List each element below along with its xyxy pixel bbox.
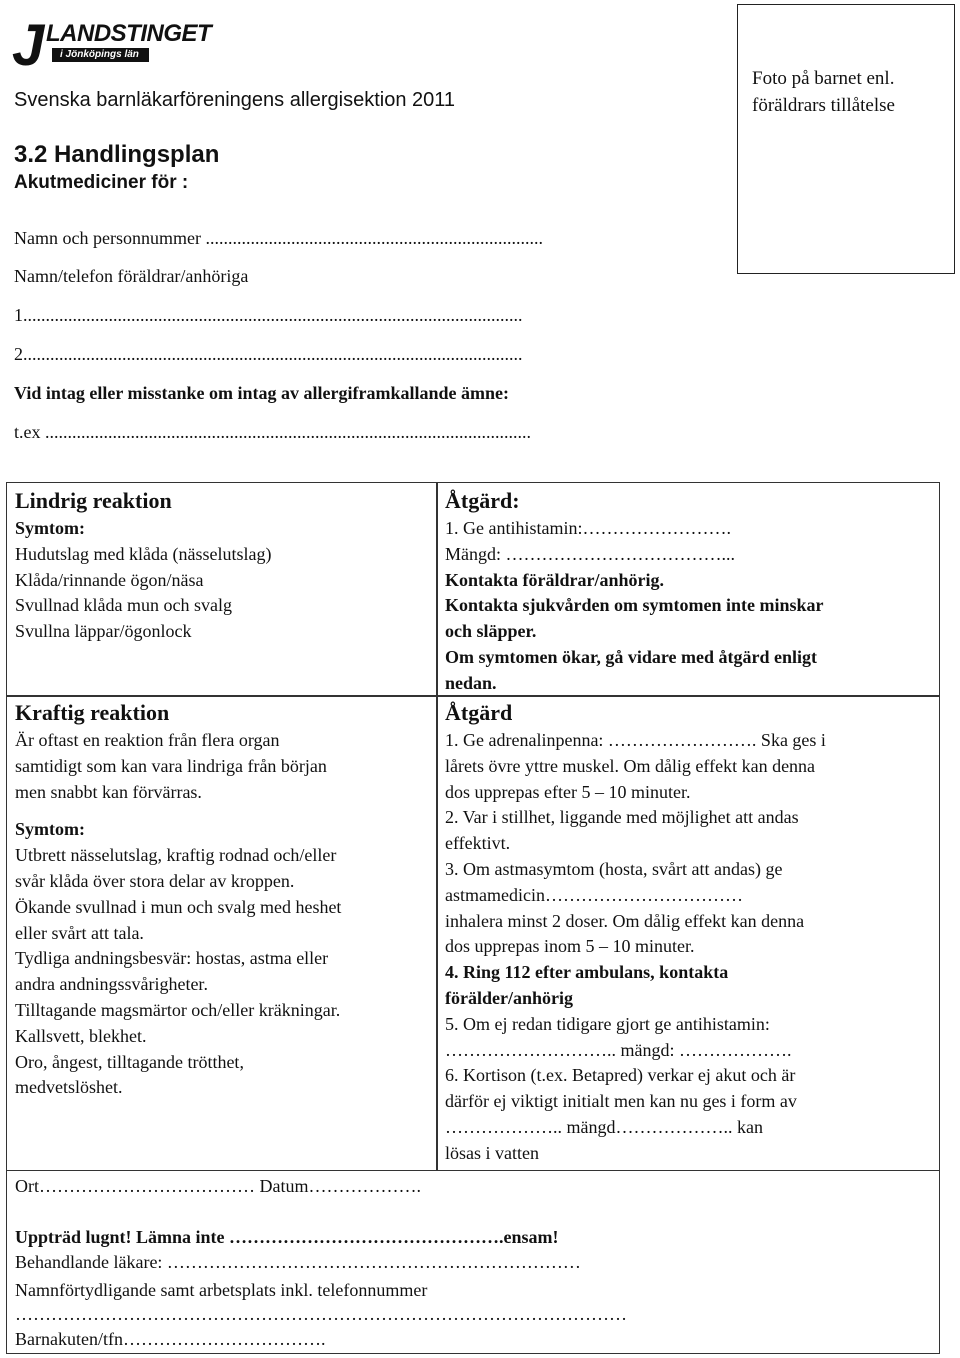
mild-action-heading: Åtgärd:: [445, 488, 520, 513]
mild-action-item: nedan.: [445, 672, 497, 693]
emergency-phone-field: Barnakuten/tfn…………………………….: [15, 1329, 326, 1349]
mild-action-cell: [445, 486, 824, 697]
mild-symptom-item: Svullna läppar/ögonlock: [15, 621, 192, 642]
severe-action-line: 2. Var i stillhet, liggande med möjlighet att andas: [445, 807, 799, 828]
name-clarification-label: Namnförtydligande samt arbetsplats inkl. telefonnummer: [15, 1280, 428, 1300]
logo-letter-mark: J: [12, 13, 45, 78]
mild-reaction-cell: [15, 486, 271, 645]
severe-action-line: 1. Ge adrenalinpenna: ……………………. Ska ges i: [445, 730, 826, 750]
severe-symptom-line: Oro, ångest, tilltagande trötthet,: [15, 1051, 244, 1072]
place-date-field: Ort……………………………… Datum……………….: [15, 1176, 421, 1196]
severe-symptom-line: eller svårt att tala.: [15, 922, 144, 943]
severe-action-line: 4. Ring 112 efter ambulans, kontakta: [445, 962, 729, 983]
severe-reaction-heading: Kraftig reaktion: [15, 700, 170, 725]
severe-symptom-line: Ökande svullnad i mun och svalg med heshet: [15, 896, 342, 917]
mild-reaction-heading: Lindrig reaktion: [15, 488, 172, 513]
severe-action-line: ……………….. mängd……………….. kan: [445, 1116, 763, 1137]
severe-action-line: 6. Kortison (t.ex. Betapred) verkar ej akut och är: [445, 1065, 796, 1086]
parent-2-field: 2...............................................................................................................: [14, 344, 523, 364]
severe-symptom-line: andra andningssvårigheter.: [15, 974, 208, 995]
severe-action-line: 3. Om astmasymtom (hosta, svårt att andas) ge: [445, 858, 783, 879]
severe-intro-line: samtidigt som kan vara lindriga från början: [15, 755, 327, 776]
mild-action-item: Mängd: ………………………………...: [445, 543, 735, 564]
page-subtitle: Akutmediciner för :: [14, 172, 189, 193]
mild-action-item: 1. Ge antihistamin:…………………….: [445, 518, 731, 538]
treating-doctor-field: Behandlande läkare: ……………………………………………………………: [15, 1252, 581, 1272]
severe-symptom-line: Kallsvett, blekhet.: [15, 1025, 147, 1046]
page-title: 3.2 Handlingsplan: [14, 141, 220, 168]
landstinget-logo: [12, 13, 212, 78]
mild-action-item: Om symtomen ökar, gå vidare med åtgärd enligt: [445, 646, 817, 667]
severe-symptom-line: Tilltagande magsmärtor och/eller kräkningar.: [15, 999, 341, 1020]
photo-box-label: Foto på barnet enl. föräldrars tillåtelse: [752, 68, 895, 116]
photo-box: [737, 4, 955, 274]
severe-action-cell: [445, 698, 826, 1167]
mild-action-item: och släpper.: [445, 621, 537, 642]
severe-symptom-line: svår klåda över stora delar av kroppen.: [15, 870, 295, 891]
severe-action-line: inhalera minst 2 doser. Om dålig effekt kan denna: [445, 910, 805, 931]
logo-subtitle: i Jönköpings län: [52, 48, 149, 62]
severe-action-line: astmamedicin……………………………: [445, 884, 743, 905]
severe-action-line: därför ej viktigt initialt men kan nu ges i form av: [445, 1091, 797, 1112]
severe-symptom-line: Tydliga andningsbesvär: hostas, astma eller: [15, 948, 329, 969]
severe-action-line: effektivt.: [445, 833, 511, 854]
table-column-divider: [436, 483, 438, 1170]
footer-box: [6, 1170, 940, 1354]
severe-reaction-cell: [15, 698, 341, 1101]
severe-action-line: ……………………….. mängd: ……………….: [445, 1039, 792, 1060]
organization-line: Svenska barnläkarföreningens allergisektion 2011: [14, 89, 456, 111]
parent-1-field: 1...............................................................................................................: [14, 305, 523, 325]
parents-label: Namn/telefon föräldrar/anhöriga: [14, 266, 249, 286]
mild-symptom-item: Svullnad klåda mun och svalg: [15, 595, 232, 616]
severe-symptoms-label: Symtom:: [15, 819, 85, 840]
mild-action-item: Kontakta föräldrar/anhörig.: [445, 569, 664, 590]
mild-symptoms-label: Symtom:: [15, 518, 85, 538]
stay-calm-instruction: Uppträd lugnt! Lämna inte ……………………………………….ensam!: [15, 1227, 559, 1247]
severe-action-heading: Åtgärd: [445, 700, 513, 725]
severe-action-line: dos upprepas efter 5 – 10 minuter.: [445, 781, 691, 802]
name-field: Namn och personnummer ...........................................................................: [14, 228, 543, 248]
severe-action-line: lösas i vatten: [445, 1142, 539, 1163]
mild-action-item: Kontakta sjukvården om symtomen inte minskar: [445, 595, 824, 616]
severe-action-line: dos upprepas inom 5 – 10 minuter.: [445, 936, 695, 957]
severe-action-line: förälder/anhörig: [445, 987, 573, 1008]
severe-symptom-line: medvetslöshet.: [15, 1077, 123, 1098]
example-field: t.ex ............................................................................................................: [14, 422, 531, 442]
trigger-heading: Vid intag eller misstanke om intag av allergiframkallande ämne:: [14, 383, 509, 403]
action-table: [6, 482, 940, 1171]
severe-intro-line: men snabbt kan förvärras.: [15, 781, 202, 802]
severe-action-line: 5. Om ej redan tidigare gjort ge antihistamin:: [445, 1013, 770, 1034]
mild-symptom-item: Hudutslag med klåda (nässelutslag): [15, 543, 272, 564]
name-clarification-field: …………………………………………………………………………………………: [15, 1304, 627, 1324]
severe-action-line: lårets övre yttre muskel. Om dålig effekt kan denna: [445, 755, 816, 776]
severe-intro-line: Är oftast en reaktion från flera organ: [15, 730, 280, 750]
mild-symptom-item: Klåda/rinnande ögon/näsa: [15, 569, 204, 590]
severe-symptom-line: Utbrett nässelutslag, kraftig rodnad och/eller: [15, 845, 337, 866]
logo-wordmark: LANDSTINGET: [46, 20, 212, 47]
